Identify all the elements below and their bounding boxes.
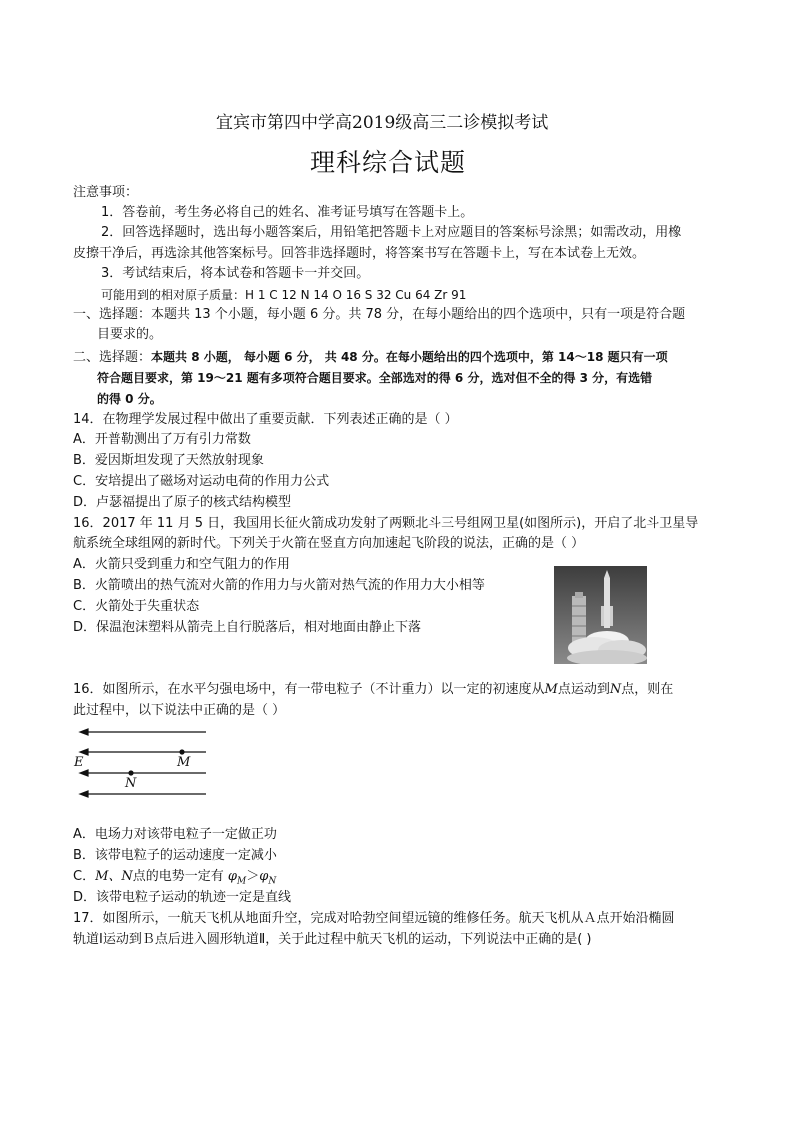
- q14-option-a: A．开普勒测出了万有引力常数: [73, 432, 251, 447]
- notice-heading: 注意事项：: [73, 185, 139, 200]
- section2-line-2: 符合题目要求，第 19～21 题有多项符合题目要求。全部选对的得 6 分，选对但不全的得 3 分，有选错: [97, 371, 653, 385]
- q14-stem: 14．在物理学发展过程中做出了重要贡献．下列表述正确的是（ ）: [73, 412, 458, 427]
- school-title: 宜宾市第四中学高2019级高三二诊模拟考试: [216, 113, 549, 133]
- label-e: E: [74, 755, 84, 770]
- q16a-option-d: D．保温泡沫塑料从箭壳上自行脱落后，相对地面由静止下落: [73, 620, 422, 635]
- q14-option-c: C．安培提出了磁场对运动电荷的作用力公式: [73, 474, 330, 489]
- notice-item-3: 3．考试结束后，将本试卷和答题卡一并交回。: [101, 266, 370, 281]
- q16a-stem-line-1: 16．2017 年 11 月 5 日，我国用长征火箭成功发射了两颗北斗三号组网卫星(如图所示)，开启了北斗卫星导: [73, 516, 699, 531]
- section2-prefix: 二、选择题：: [73, 350, 152, 365]
- section1-line-1: 一、选择题：本题共 13 个小题，每小题 6 分。共 78 分，在每小题给出的四个选项中，只有一项是符合题: [73, 307, 686, 322]
- section2-line-3: 的得 0 分。: [97, 392, 162, 406]
- field-arrow-4: [80, 791, 88, 797]
- section2-line-1-rest: 本题共 8 小题， 每小题 6 分， 共 48 分。在每小题给出的四个选项中，第 14～18 题只有一项: [151, 350, 668, 364]
- label-m: M: [177, 755, 191, 770]
- q16a-stem-line-2: 航系统全球组网的新时代。下列关于火箭在竖直方向加速起飞阶段的说法，正确的是（ ）: [73, 536, 585, 551]
- q16b-c-gt: ＞: [246, 869, 260, 884]
- section2-line-1: [73, 348, 668, 367]
- q16b-option-c: [73, 868, 276, 891]
- q16a-option-a: A．火箭只受到重力和空气阻力的作用: [73, 557, 290, 572]
- q16b-stem-m: M: [544, 682, 558, 697]
- q16b-c-mn: M、N: [95, 869, 133, 884]
- q16b-c-phi-2: φ: [259, 869, 269, 884]
- q17-stem-line-1: 17．如图所示，一航天飞机从地面升空，完成对哈勃空间望远镜的维修任务。航天飞机从Ａ点开始沿椭圆: [73, 911, 675, 926]
- q16b-stem-n: N: [609, 682, 622, 697]
- q16b-c-prefix: C．: [73, 869, 96, 884]
- q16b-c-mid: 点的电势一定有: [132, 869, 228, 884]
- point-n: [128, 770, 133, 775]
- field-arrow-3: [80, 770, 88, 776]
- field-arrow-1: [80, 729, 88, 735]
- q17-stem-line-2: 轨道Ⅰ运动到Ｂ点后进入圆形轨道Ⅱ，关于此过程中航天飞机的运动，下列说法中正确的是( ): [73, 932, 592, 947]
- q16b-stem-line-1: [73, 681, 673, 699]
- q16a-option-b: B．火箭喷出的热气流对火箭的作用力与火箭对热气流的作用力大小相等: [73, 578, 485, 593]
- atomic-mass-line: 可能用到的相对原子质量：H 1 C 12 N 14 O 16 S 32 Cu 64 Zr 91: [101, 288, 467, 302]
- q16b-c-phi-1: φ: [227, 869, 238, 884]
- q16b-stem-part-b: 点运动到: [557, 682, 610, 697]
- section1-line-2: 目要求的。: [97, 327, 163, 342]
- q16b-option-a: A．电场力对该带电粒子一定做正功: [73, 827, 277, 842]
- q16b-option-b: B．该带电粒子的运动速度一定减小: [73, 848, 277, 863]
- notice-item-2-line-2: 皮擦干净后，再选涂其他答案标号。回答非选择题时，将答案书写在答题卡上，写在本试卷上无效。: [73, 246, 646, 261]
- q16b-stem-line-2: 此过程中，以下说法中正确的是（ ）: [73, 703, 286, 718]
- notice-item-1: 1．答卷前，考生务必将自己的姓名、准考证号填写在答题卡上。: [101, 205, 474, 220]
- q16b-stem-part-a: 16．如图所示，在水平匀强电场中，有一带电粒子（不计重力）以一定的初速度从: [73, 682, 545, 697]
- q16b-c-sub-1: M: [237, 876, 247, 887]
- q16b-option-d: D．该带电粒子运动的轨迹一定是直线: [73, 890, 292, 905]
- rocket-launch-photo: [554, 566, 647, 664]
- q16b-c-sub-2: N: [268, 876, 277, 887]
- electric-field-diagram: [70, 724, 220, 804]
- q14-option-b: B．爱因斯坦发现了天然放射现象: [73, 453, 264, 468]
- point-m: [179, 749, 184, 754]
- notice-item-2-line-1: 2．回答选择题时，选出每小题答案后，用铅笔把答题卡上对应题目的答案标号涂黑；如需改动，用橡: [101, 225, 682, 240]
- q16a-option-c: C．火箭处于失重状态: [73, 599, 200, 614]
- q16b-stem-part-c: 点，则在: [621, 682, 674, 697]
- exam-title: 理科综合试题: [310, 148, 467, 177]
- label-n: N: [125, 776, 137, 791]
- q14-option-d: D．卢瑟福提出了原子的核式结构模型: [73, 495, 292, 510]
- rocket-launch-image: [554, 566, 647, 664]
